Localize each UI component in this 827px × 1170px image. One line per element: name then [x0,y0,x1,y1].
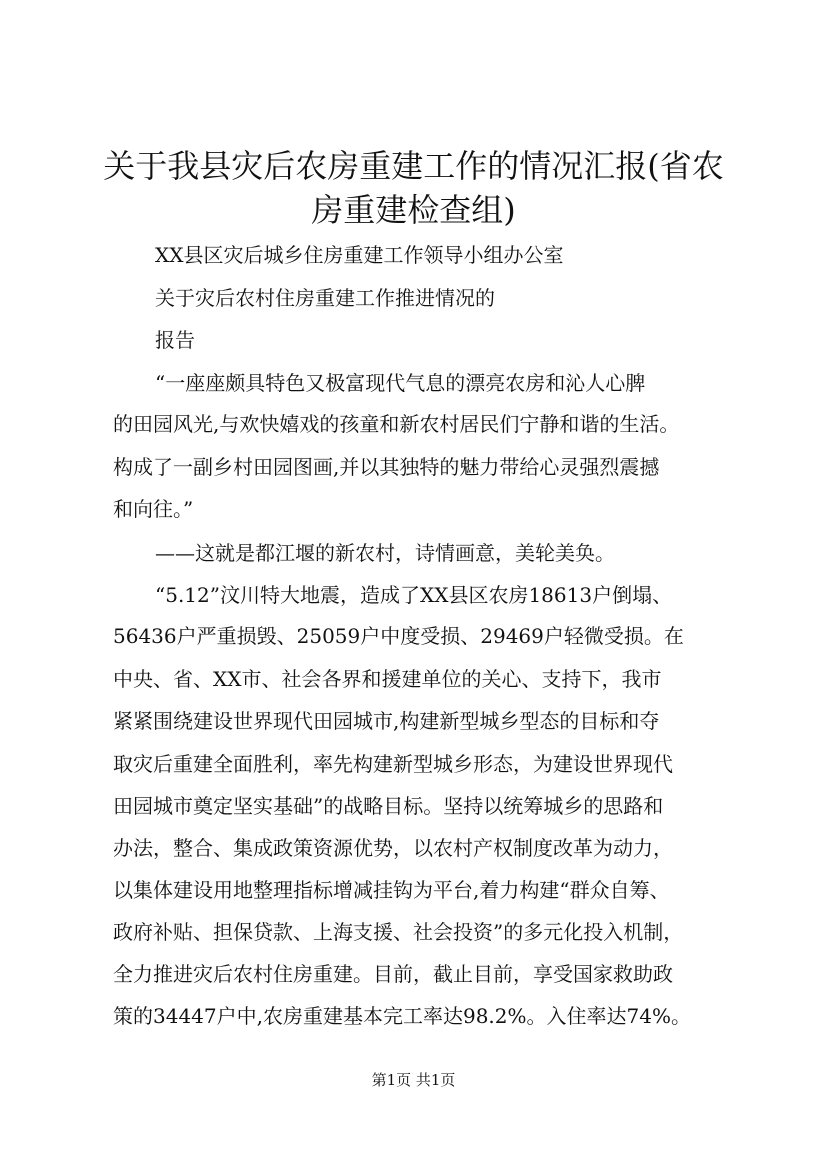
paragraph-line: 办法，整合、集成政策资源优势，以农村产权制度改革为动力， [113,836,673,860]
paragraph-line: 田园城市奠定坚实基础”的战略目标。坚持以统筹城乡的思路和 [113,794,664,818]
paragraph-line: 以集体建设用地整理指标增减挂钩为平台,着力构建“群众自筹、 [113,878,670,902]
paragraph-line: 构成了一副乡村田园图画,并以其独特的魅力带给心灵强烈震撼 [113,455,660,479]
paragraph-line: 中央、省、XX市、社会各界和援建单位的关心、支持下，我市 [113,667,662,691]
document-title-line-2: 房重建检查组) [311,191,516,229]
paragraph-line: “一座座颇具特色又极富现代气息的漂亮农房和沁人心脾 [155,371,646,395]
paragraph-line: 策的34447户中,农房重建基本完工率达98.2%。入住率达74%。 [113,1004,691,1028]
paragraph-line: ——这就是都江堰的新农村，诗情画意，美轮美奂。 [155,541,615,565]
paragraph-line: 政府补贴、担保贷款、上海支援、社会投资”的多元化投入机制， [113,920,684,944]
paragraph-line: 的田园风光,与欢快嬉戏的孩童和新农村居民们宁静和谐的生活。 [113,412,680,436]
paragraph-line: 全力推进灾后农村住房重建。目前，截止目前，享受国家救助政 [113,962,673,986]
paragraph-line: 和向往。” [113,497,194,521]
paragraph-line: 56436户严重损毁、25059户中度受损、29469户轻微受损。在 [113,624,684,648]
report-heading: 报告 [155,328,195,352]
paragraph-line: 紧紧围绕建设世界现代田园城市,构建新型城乡型态的目标和夺 [113,709,660,733]
paragraph-line: 取灾后重建全面胜利，率先构建新型城乡形态，为建设世界现代 [113,752,673,776]
page-footer: 第1页 共1页 [371,1071,456,1089]
org-name-line: XX县区灾后城乡住房重建工作领导小组办公室 [155,243,564,267]
document-title-line-1: 关于我县灾后农房重建工作的情况汇报(省农 [103,147,724,185]
report-subject-line: 关于灾后农村住房重建工作推进情况的 [155,286,495,310]
paragraph-line: “5.12”汶川特大地震，造成了XX县区农房18613户倒塌、 [155,583,673,607]
